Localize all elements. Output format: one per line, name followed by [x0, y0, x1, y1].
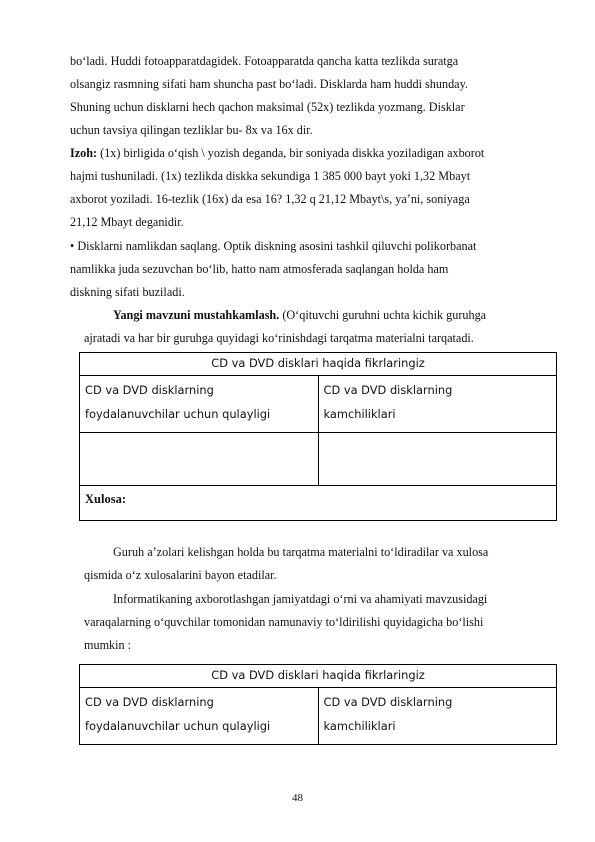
bullet-line: • Disklarni namlikdan saqlang. Optik diskning asosini tashkil qiluvchi polikorbanat [70, 239, 477, 253]
conclusion-cell: Xulosa: [80, 486, 557, 521]
paragraph-line: Informatikaning axborotlashgan jamiyatdagi o‘rni va ahamiyati mavzusidagi [113, 592, 488, 606]
paragraph-line: ajratadi va har bir guruhga quyidagi ko‘rinishdagi tarqatma materialni tarqatadi. [84, 331, 474, 345]
paragraph-line: bo‘ladi. Huddi fotoapparatdagidek. Fotoapparatda qancha katta tezlikda suratga [70, 54, 459, 68]
paragraph-line: Shuning uchun disklarni hech qachon maksimal (52x) tezlikda yozmang. Disklar [70, 100, 465, 114]
paragraph-line: qismida o‘z xulosalarini bayon etadilar. [84, 568, 277, 582]
header-line: foydalanuvchilar uchun qulayligi [85, 407, 271, 421]
paragraph-line: olsangiz rasmning sifati ham shuncha past bo‘ladi. Disklarda ham huddi shunday. [70, 77, 468, 91]
paragraph-line: mumkin : [84, 638, 132, 652]
handout-table [79, 352, 557, 521]
header-line: kamchiliklari [323, 719, 396, 733]
paragraph-line: 21,12 Mbayt deganidir. [70, 215, 184, 229]
paragraph-line: Guruh a’zolari kelishgan holda bu tarqatma materialni to‘ldiradilar va xulosa [113, 545, 489, 559]
header-line: CD va DVD disklarning [323, 383, 453, 397]
task-line [113, 305, 558, 325]
table-title: CD va DVD disklari haqida fikrlaringiz [80, 353, 557, 376]
header-line: CD va DVD disklarning [85, 695, 214, 709]
task-text: (O‘qituvchi guruhni uchta kichik guruhga [279, 308, 487, 322]
task-heading: Yangi mavzuni mustahkamlash. [113, 308, 280, 322]
table-header-advantages [80, 688, 319, 745]
header-line: foydalanuvchilar uchun qulayligi [85, 719, 271, 733]
note-label: Izoh: [70, 146, 98, 160]
note-line [70, 143, 560, 163]
table-header-disadvantages [318, 376, 557, 433]
page-number: 48 [292, 792, 303, 804]
paragraph-line: diskning sifati buziladi. [70, 285, 185, 299]
header-line: kamchiliklari [323, 407, 396, 421]
sample-table [79, 664, 557, 745]
empty-cell-advantages [80, 433, 319, 486]
table-title: CD va DVD disklari haqida fikrlaringiz [80, 665, 557, 688]
paragraph-line: axborot yoziladi. 16-tezlik (16x) da esa 16? 1,32 q 21,12 Mbayt\s, ya’ni, soniyaga [70, 192, 470, 206]
paragraph-line: hajmi tushuniladi. (1x) tezlikda diskka sekundiga 1 385 000 bayt yoki 1,32 Mbayt [70, 169, 471, 183]
empty-cell-disadvantages [318, 433, 557, 486]
table-header-disadvantages [318, 688, 557, 745]
paragraph-line: namlikka juda sezuvchan bo‘lib, hatto nam atmosferada saqlangan holda ham [70, 262, 449, 276]
paragraph-line: uchun tavsiya qilingan tezliklar bu- 8x va 16x dir. [70, 123, 313, 137]
note-text: (1x) birligida o‘qish \ yozish deganda, bir soniyada diskka yoziladigan axborot [97, 146, 485, 160]
table-header-advantages [80, 376, 319, 433]
paragraph-line: varaqalarning o‘quvchilar tomonidan namunaviy to‘ldirilishi quyidagicha bo‘lishi [84, 615, 484, 629]
header-line: CD va DVD disklarning [85, 383, 214, 397]
header-line: CD va DVD disklarning [323, 695, 453, 709]
